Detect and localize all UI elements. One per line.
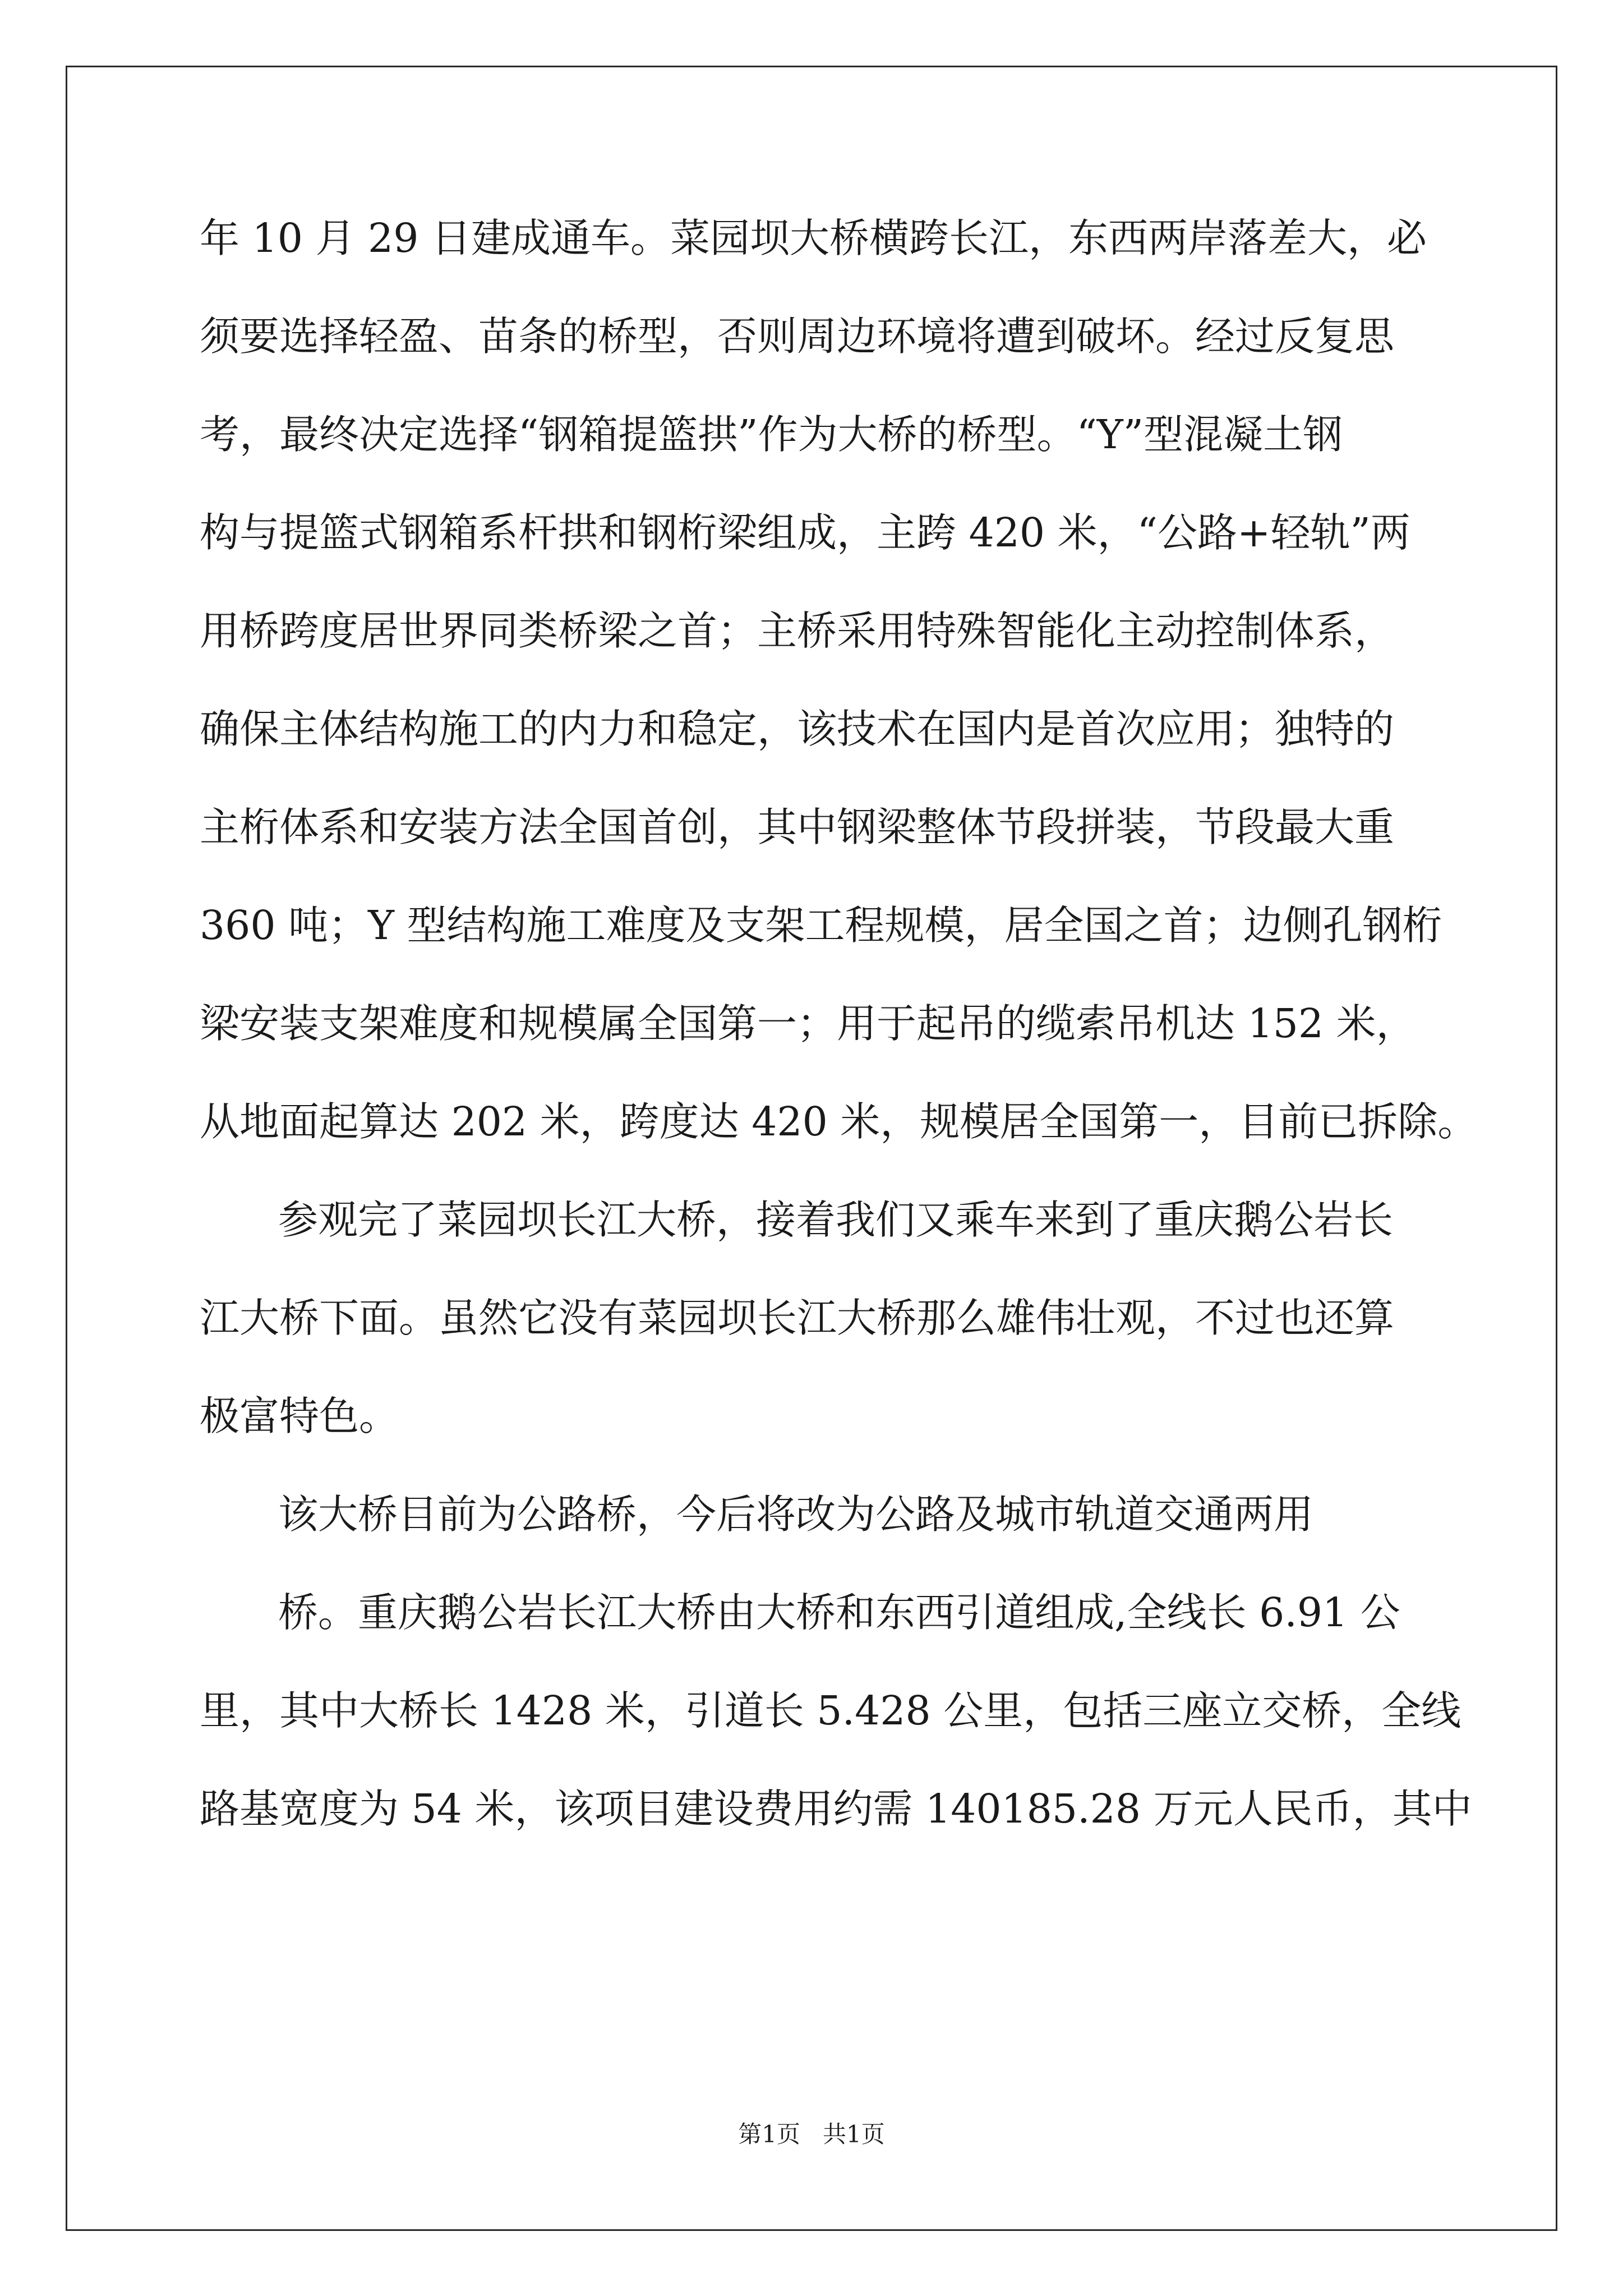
text-line: 江大桥下面。虽然它没有菜园坝长江大桥那么雄伟壮观，不过也还算 (200, 1295, 1395, 1341)
text-line: 360 吨；Y 型结构施工难度及支架工程规模，居全国之首；边侧孔钢桁 (200, 902, 1442, 949)
text-line: 该大桥目前为公路桥，今后将改为公路及城市轨道交通两用 (278, 1491, 1314, 1538)
text-line: 从地面起算达 202 米，跨度达 420 米，规模居全国第一，目前已拆除。 (200, 1098, 1478, 1145)
text-line: 桥。重庆鹅公岩长江大桥由大桥和东西引道组成,全线长 6.91 公 (278, 1589, 1400, 1636)
text-line: 须要选择轻盈、苗条的桥型，否则周边环境将遭到破坏。经过反复思 (200, 313, 1395, 360)
text-line: 梁安装支架难度和规模属全国第一；用于起吊的缆索吊机达 152 米， (200, 1000, 1416, 1047)
text-line: 路基宽度为 54 米，该项目建设费用约需 140185.28 万元人民币，其中 (200, 1786, 1472, 1832)
text-line: 确保主体结构施工的内力和稳定，该技术在国内是首次应用；独特的 (200, 706, 1395, 752)
text-line: 年 10 月 29 日建成通车。菜园坝大桥横跨长江，东西两岸落差大，必 (200, 215, 1427, 261)
page-border (66, 66, 1557, 2231)
page-footer: 第1页 共1页 (738, 2120, 885, 2148)
text-line: 参观完了菜园坝长江大桥，接着我们又乘车来到了重庆鹅公岩长 (278, 1197, 1394, 1243)
text-line: 考，最终决定选择“钢箱提篮拱”作为大桥的桥型。“Y”型混凝土钢 (200, 411, 1343, 458)
text-line: 极富特色。 (200, 1393, 399, 1439)
text-line: 主桁体系和安装方法全国首创，其中钢梁整体节段拼装，节段最大重 (200, 804, 1395, 850)
text-line: 用桥跨度居世界同类桥梁之首；主桥采用特殊智能化主动控制体系， (200, 608, 1395, 654)
text-line: 里，其中大桥长 1428 米，引道长 5.428 公里，包括三座立交桥，全线 (200, 1687, 1461, 1734)
text-line: 构与提篮式钢箱系杆拱和钢桁梁组成，主跨 420 米，“公路+轻轨”两 (200, 509, 1410, 556)
